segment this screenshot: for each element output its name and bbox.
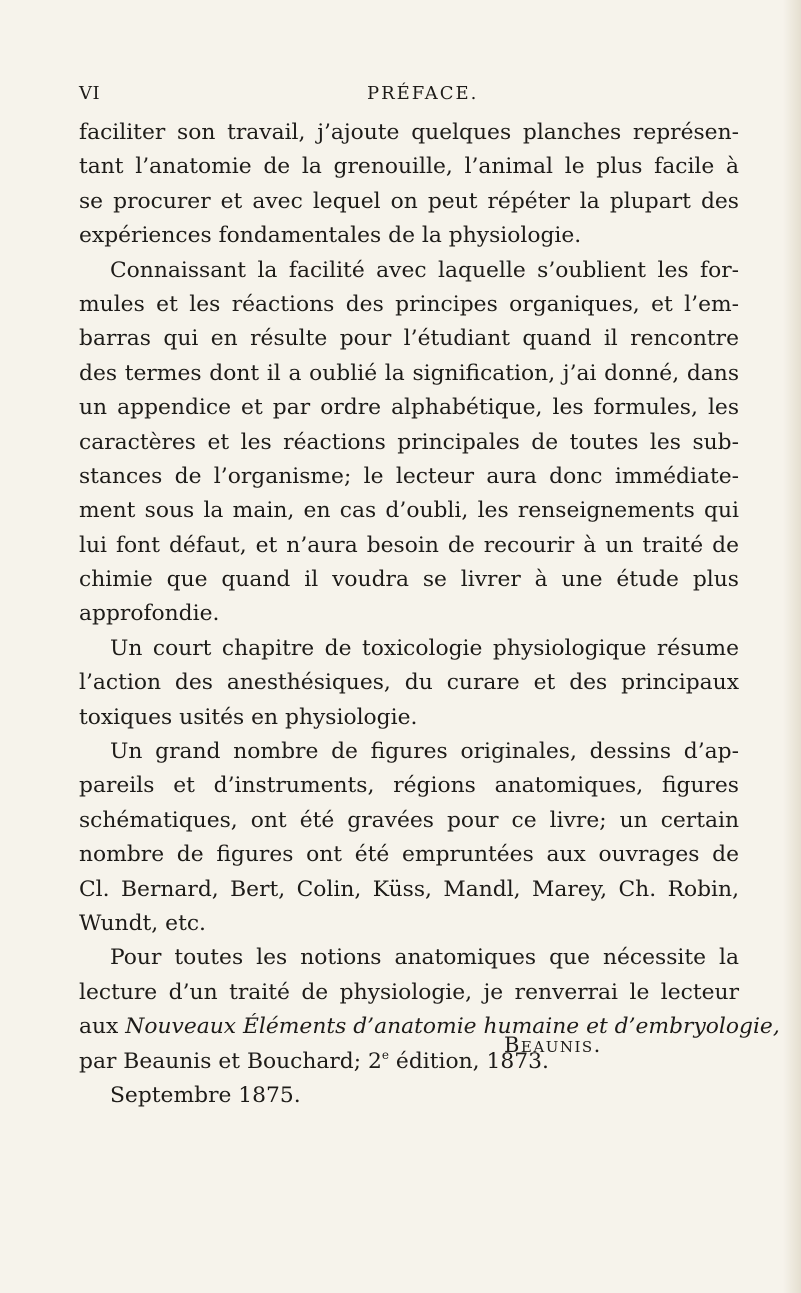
text-line: pareils et d’instruments, régions anatomiques, figures [79,773,739,799]
text-line: barras qui en résulte pour l’étudiant quand il rencontre [79,326,739,352]
text-line: Connaissant la facilité avec laquelle s’oublient les for- [110,257,739,283]
text-line: un appendice et par ordre alphabétique, les formules, les [79,395,739,421]
text-prefix: aux [79,1014,126,1040]
text-line: chimie que quand il voudra se livrer à une étude plus [79,567,739,593]
text-line: approfondie. [79,601,220,627]
text-line: toxiques usités en physiologie. [79,704,418,730]
text-line: expériences fondamentales de la physiologie. [79,223,582,249]
text-line: Pour toutes les notions anatomiques que nécessite la [110,945,739,971]
text-line: mules et les réactions des principes organiques, et l’em- [79,291,739,317]
text-prefix: par Beaunis et Bouchard; 2 [79,1048,382,1074]
date-line: Septembre 1875. [110,1082,301,1108]
page-number: VI [79,83,101,104]
text-line: schématiques, ont été gravées pour ce livre; un certain [79,807,739,833]
author-signature: Beaunis. [504,1033,602,1057]
text-line: Wundt, etc. [79,910,206,936]
text-line: tant l’anatomie de la grenouille, l’animal le plus facile à [79,154,739,180]
text-line: l’action des anesthésiques, du curare et des principaux [79,670,739,696]
text-line: des termes dont il a oublié la signification, j’ai donné, dans [79,360,739,386]
page-header [79,83,739,113]
text-line: Cl. Bernard, Bert, Colin, Küss, Mandl, Marey, Ch. Robin, [79,876,739,902]
text-suffix: édition, 1873. [389,1048,549,1074]
text-line: caractères et les réactions principales de toutes les sub- [79,429,739,455]
text-line-book-title [79,1010,780,1044]
text-line: lecture d’un traité de physiologie, je renverrai le lecteur [79,979,739,1005]
running-title: PRÉFACE. [367,83,479,104]
text-line: faciliter son travail, j’ajoute quelques planches représen- [79,120,739,145]
text-line: Un grand nombre de figures originales, dessins d’ap- [110,739,739,765]
page-edge-shadow [783,0,801,1293]
text-line: lui font défaut, et n’aura besoin de recourir à un traité de [79,532,739,558]
text-line: nombre de figures ont été empruntées aux ouvrages de [79,842,739,868]
text-line: Un court chapitre de toxicologie physiologique résume [110,635,739,661]
body-text [79,116,780,1113]
text-line: stances de l’organisme; le lecteur aura donc immédiate- [79,463,739,489]
text-line: ment sous la main, en cas d’oubli, les renseignements qui [79,498,739,524]
text-line-edition [79,1045,739,1079]
text-line: se procurer et avec lequel on peut répéter la plupart des [79,188,739,214]
ordinal-superscript: e [381,1047,389,1062]
book-title: Nouveaux Éléments d’anatomie humaine et d’embryologie, [125,1014,780,1040]
